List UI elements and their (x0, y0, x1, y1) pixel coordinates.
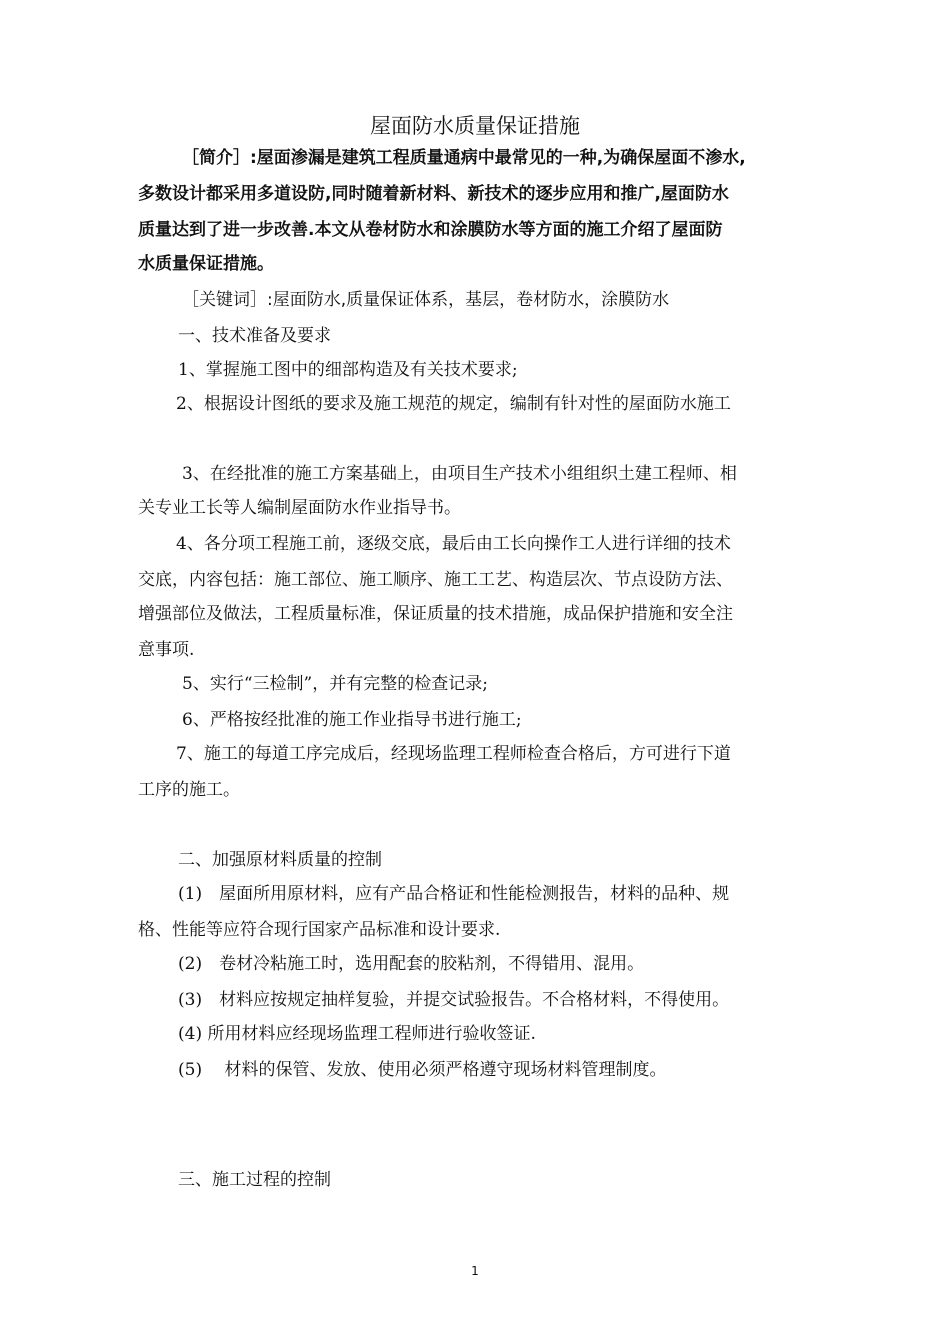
page-number: 1 (471, 1264, 479, 1278)
section2-item-2: (2) 卷材冷粘施工时，选用配套的胶粘剂，不得错用、混用。 (178, 954, 645, 974)
intro-line-2: 多数设计都采用多道设防,同时随着新材料、新技术的逐步应用和推广,屋面防水 (138, 184, 729, 204)
section2-item-5: (5) 材料的保管、发放、使用必须严格遵守现场材料管理制度。 (178, 1060, 667, 1080)
section2-item-1-line-2: 格、性能等应符合现行国家产品标准和设计要求. (138, 920, 501, 940)
section1-item-6: 6、严格按经批准的施工作业指导书进行施工; (182, 710, 522, 730)
section2-heading: 二、加强原材料质量的控制 (178, 850, 382, 870)
section1-item-4-line-1: 4、各分项工程施工前，逐级交底，最后由工长向操作工人进行详细的技术 (176, 534, 731, 554)
section2-item-4: (4) 所用材料应经现场监理工程师进行验收签证. (178, 1024, 536, 1044)
section2-item-1-line-1: (1) 屋面所用原材料，应有产品合格证和性能检测报告，材料的品种、规 (178, 884, 730, 904)
intro-line-3: 质量达到了进一步改善.本文从卷材防水和涂膜防水等方面的施工介绍了屋面防 (138, 220, 723, 240)
section1-heading: 一、技术准备及要求 (178, 326, 331, 346)
section1-item-1: 1、掌握施工图中的细部构造及有关技术要求; (178, 360, 518, 380)
intro-line-4: 水质量保证措施。 (138, 254, 274, 274)
section1-item-4-line-4: 意事项. (138, 640, 195, 660)
section2-item-3: (3) 材料应按规定抽样复验，并提交试验报告。不合格材料，不得使用。 (178, 990, 730, 1010)
section1-item-2: 2、根据设计图纸的要求及施工规范的规定，编制有针对性的屋面防水施工 (176, 394, 731, 414)
section1-item-7-line-2: 工序的施工。 (138, 780, 240, 800)
section1-item-3-line-1: 3、在经批准的施工方案基础上，由项目生产技术小组组织土建工程师、相 (182, 464, 737, 484)
document-title: 屋面防水质量保证措施 (370, 114, 580, 138)
section1-item-4-line-3: 增强部位及做法，工程质量标准，保证质量的技术措施，成品保护措施和安全注 (138, 604, 733, 624)
section1-item-4-line-2: 交底，内容包括：施工部位、施工顺序、施工工艺、构造层次、节点设防方法、 (138, 570, 733, 590)
section1-item-5: 5、实行“三检制”，并有完整的检查记录; (182, 674, 488, 694)
intro-line-1: ［简介］:屋面渗漏是建筑工程质量通病中最常见的一种,为确保屋面不渗水, (182, 148, 746, 168)
keywords-line: ［关键词］:屋面防水,质量保证体系，基层，卷材防水，涂膜防水 (182, 290, 670, 310)
section1-item-7-line-1: 7、施工的每道工序完成后，经现场监理工程师检查合格后，方可进行下道 (176, 744, 731, 764)
section3-heading: 三、施工过程的控制 (178, 1170, 331, 1190)
section1-item-3-line-2: 关专业工长等人编制屋面防水作业指导书。 (138, 498, 461, 518)
